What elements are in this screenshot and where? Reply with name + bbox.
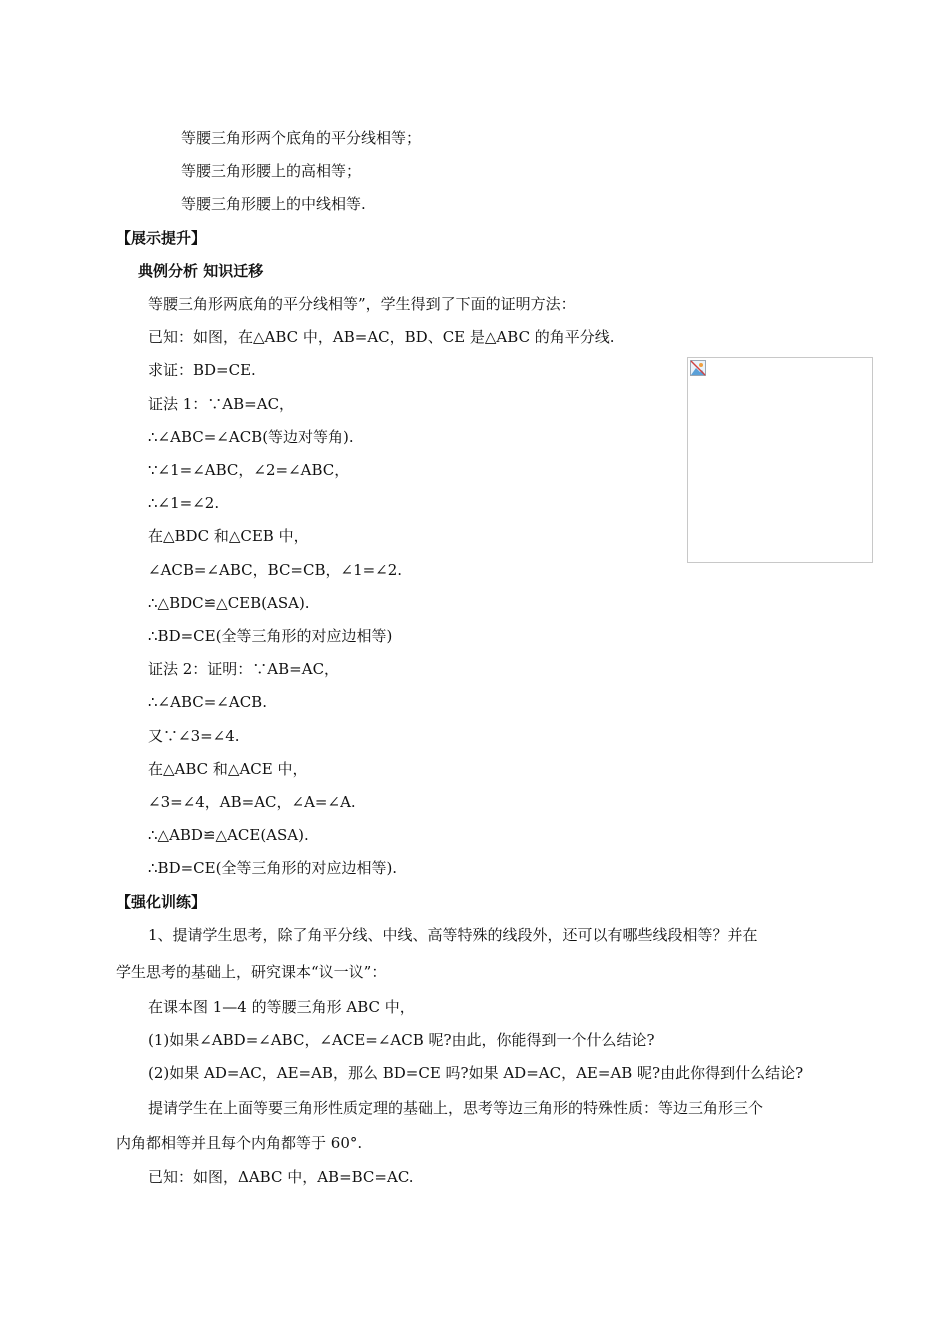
- line-23: ∴BD=CE(全等三角形的对应边相等).: [148, 859, 398, 877]
- section-heading-training: 【强化训练】: [116, 893, 207, 911]
- line-1: 等腰三角形两个底角的平分线相等；: [181, 129, 422, 147]
- broken-image-icon: [690, 360, 706, 376]
- line-13: 在△BDC 和△CEB 中，: [148, 527, 309, 545]
- line-25: 1、提请学生思考，除了角平分线、中线、高等特殊的线段外，还可以有哪些线段相等？并在: [148, 926, 758, 944]
- line-30: 提请学生在上面等要三角形性质定理的基础上，思考等边三角形的特殊性质：等边三角形三个: [148, 1099, 764, 1117]
- line-15: ∴△BDC≌△CEB(ASA).: [148, 594, 310, 612]
- figure-placeholder: [687, 357, 873, 563]
- line-14: ∠ACB=∠ABC，BC=CB，∠1=∠2.: [148, 561, 403, 579]
- line-7: 已知：如图，在△ABC 中，AB=AC，BD、CE 是△ABC 的角平分线.: [148, 328, 615, 346]
- line-31: 内角都相等并且每个内角都等于 60°.: [116, 1134, 363, 1152]
- line-17: 证法 2：证明：∵AB=AC，: [148, 660, 340, 678]
- line-12: ∴∠1=∠2.: [148, 494, 220, 512]
- line-20: 在△ABC 和△ACE 中，: [148, 760, 308, 778]
- line-27: 在课本图 1—4 的等腰三角形 ABC 中，: [148, 998, 415, 1016]
- line-32: 已知：如图，ΔABC 中，AB=BC=AC.: [148, 1168, 414, 1186]
- line-2: 等腰三角形腰上的高相等；: [181, 162, 362, 180]
- line-28: (1)如果∠ABD=∠ABC，∠ACE=∠ACB 呢?由此，你能得到一个什么结论?: [148, 1031, 655, 1049]
- line-10: ∴∠ABC=∠ACB(等边对等角).: [148, 428, 354, 446]
- line-18: ∴∠ABC=∠ACB.: [148, 693, 267, 711]
- section-heading-showcase: 【展示提升】: [116, 229, 207, 247]
- line-22: ∴△ABD≌△ACE(ASA).: [148, 826, 309, 844]
- line-19: 又∵∠3=∠4.: [148, 727, 240, 745]
- line-21: ∠3=∠4，AB=AC，∠A=∠A.: [148, 793, 356, 811]
- line-9: 证法 1：∵AB=AC，: [148, 395, 295, 413]
- line-6: 等腰三角形两底角的平分线相等”，学生得到了下面的证明方法：: [148, 295, 576, 313]
- line-11: ∵∠1=∠ABC，∠2=∠ABC，: [148, 461, 350, 479]
- line-29: (2)如果 AD=AC，AE=AB，那么 BD=CE 吗?如果 AD=AC，AE=AB 呢?由此你得到什么结论?: [148, 1064, 804, 1082]
- line-8: 求证：BD=CE.: [148, 361, 256, 379]
- line-16: ∴BD=CE(全等三角形的对应边相等): [148, 627, 393, 645]
- line-3: 等腰三角形腰上的中线相等.: [181, 195, 366, 213]
- subheading-example-analysis: 典例分析 知识迁移: [138, 262, 264, 280]
- line-26: 学生思考的基础上，研究课本“议一议”：: [116, 963, 387, 981]
